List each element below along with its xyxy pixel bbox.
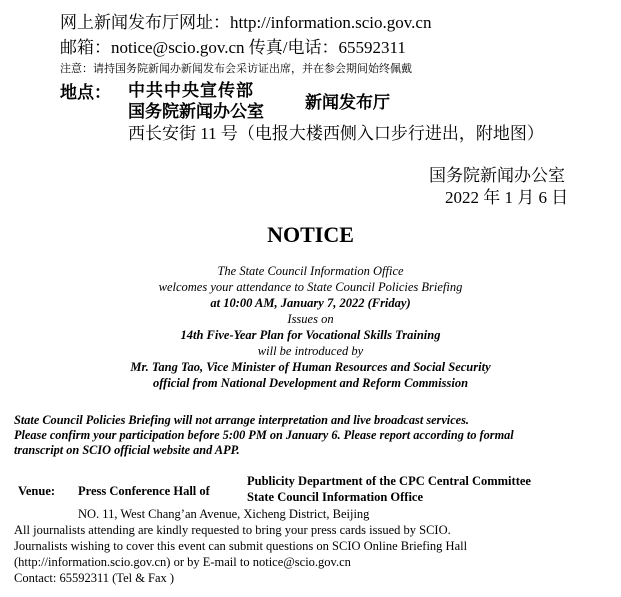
remark-line: Please confirm your participation before 5:00 PM on January 6. Please report according to formal (14, 428, 514, 442)
venue-label: Venue: (18, 484, 56, 498)
location-label: 地点： (60, 83, 111, 102)
notice-line: The State Council Information Office (217, 264, 404, 278)
location-org1: 中共中央宣传部 (128, 81, 254, 100)
venue-org2: State Council Information Office (247, 490, 424, 504)
contact-line: 邮箱：notice@scio.gov.cn 传真/电话：65592311 (60, 38, 406, 57)
footer-line: (http://information.scio.gov.cn) or by E-mail to notice@scio.gov.cn (14, 555, 351, 569)
footer-line: All journalists attending are kindly requested to bring your press cards issued by SCIO. (14, 523, 451, 537)
notice-title: NOTICE (267, 222, 354, 247)
location-org2: 国务院新闻办公室 (128, 102, 264, 121)
notice-datetime: at 10:00 AM, January 7, 2022 (Friday) (210, 296, 411, 310)
venue-hall: Press Conference Hall of (78, 484, 210, 498)
address-cn: 西长安街 11 号（电报大楼西侧入口步行进出，附地图） (128, 124, 544, 143)
venue-address: NO. 11, West Chang’an Avenue, Xicheng District, Beijing (78, 507, 370, 521)
remark-line: State Council Policies Briefing will not arrange interpretation and live broadcast services. (14, 413, 469, 427)
notice-topic: 14th Five-Year Plan for Vocational Skills Training (180, 328, 441, 342)
website-line: 网上新闻发布厅网址：http://information.scio.gov.cn (60, 13, 432, 32)
notice-speaker-2: official from National Development and Reform Commission (152, 376, 469, 390)
date-cn: 2022 年 1 月 6 日 (445, 188, 569, 207)
issuer-cn: 国务院新闻办公室 (429, 166, 565, 185)
notice-line: will be introduced by (257, 344, 364, 358)
footer-contact: Contact: 65592311 (Tel & Fax ) (14, 571, 175, 585)
venue-org1: Publicity Department of the CPC Central Committee (247, 474, 531, 488)
footer-line: Journalists wishing to cover this event can submit questions on SCIO Online Briefing Hall (14, 539, 468, 553)
note-line: 注意：请持国务院新闻办新闻发布会采访证出席，并在参会期间始终佩戴 (60, 63, 412, 75)
notice-line: welcomes your attendance to State Council Policies Briefing (158, 280, 463, 294)
notice-speaker: Mr. Tang Tao, Vice Minister of Human Resources and Social Security (130, 360, 491, 374)
notice-line: Issues on (287, 312, 334, 326)
remark-line: transcript on SCIO official website and APP. (14, 443, 240, 457)
location-hall: 新闻发布厅 (305, 93, 390, 112)
